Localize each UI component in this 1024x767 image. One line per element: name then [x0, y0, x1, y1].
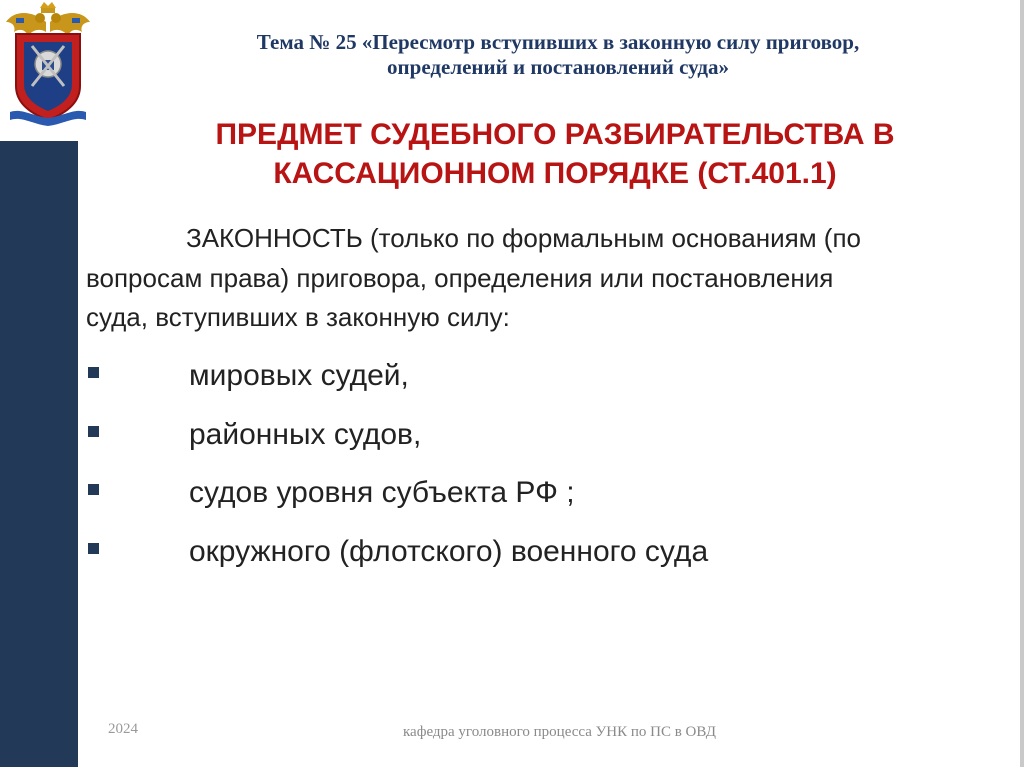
list-item [88, 410, 988, 469]
footer-year: 2024 [108, 721, 138, 737]
list-item [88, 468, 988, 527]
lead-line-2: вопросам права) приговора, определения или постановления [86, 262, 834, 293]
list-item [88, 351, 988, 410]
court-list [88, 351, 988, 585]
slide-topic [118, 30, 998, 80]
list-item-text: окружного (флотского) военного суда [189, 534, 709, 568]
lead-paragraph [86, 219, 1016, 338]
lead-line-3: суда, вступивших в законную силу: [86, 302, 510, 332]
square-bullet-icon [88, 484, 99, 495]
heading-line-2: КАССАЦИОННОМ ПОРЯДКЕ (СТ.401.1) [273, 157, 837, 190]
left-accent-bar [0, 141, 78, 767]
lead-line-1 [86, 219, 1016, 259]
list-item [88, 527, 988, 586]
topic-line-1: Тема № 25 «Пересмотр вступивших в законную силу приговор, [256, 30, 860, 54]
list-item-text: мировых судей, [189, 359, 409, 392]
square-bullet-icon [88, 367, 99, 378]
square-bullet-icon [88, 543, 99, 554]
square-bullet-icon [88, 426, 99, 437]
double-headed-eagle-emblem-icon [2, 0, 94, 130]
slide-heading [90, 115, 1020, 193]
list-item-text: судов уровня субъекта РФ ; [189, 476, 575, 509]
right-edge-line [1020, 0, 1024, 767]
footer-department: кафедра уголовного процесса УНК по ПС в ОВД [403, 724, 717, 740]
topic-line-2: определений и постановлений суда» [387, 55, 729, 79]
list-item-text: районных судов, [189, 417, 422, 451]
lead-line-1-text: ЗАКОННОСТЬ (только по формальным основаниям (по [186, 223, 861, 253]
heading-line-1: ПРЕДМЕТ СУДЕБНОГО РАЗБИРАТЕЛЬСТВА В [215, 118, 895, 151]
